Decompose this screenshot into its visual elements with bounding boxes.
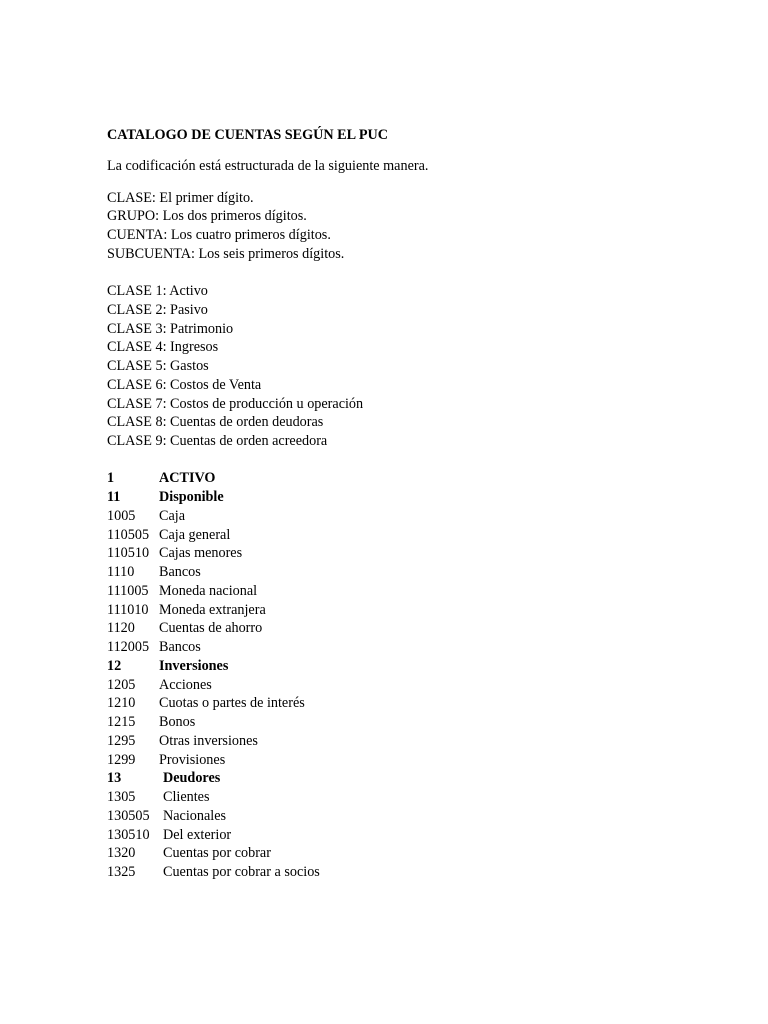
account-code: 111010 <box>107 602 149 618</box>
account-name: ACTIVO <box>159 470 216 486</box>
class-line-3: CLASE 3: Patrimonio <box>107 321 234 337</box>
structure-line-clase: CLASE: El primer dígito. <box>107 190 254 206</box>
account-name: Acciones <box>159 677 212 693</box>
account-name: Bonos <box>159 714 196 730</box>
account-row <box>107 582 257 600</box>
account-code: 1299 <box>107 752 136 768</box>
account-row <box>107 826 231 844</box>
account-row <box>107 732 258 750</box>
account-code: 110505 <box>107 527 150 543</box>
class-line-9: CLASE 9: Cuentas de orden acreedora <box>107 433 328 449</box>
account-row <box>107 807 226 825</box>
account-row <box>107 469 215 487</box>
account-row <box>107 713 195 731</box>
account-name: Moneda nacional <box>159 583 258 599</box>
account-name: Cajas menores <box>159 545 243 561</box>
account-code: 1210 <box>107 695 136 711</box>
account-name: Cuentas por cobrar <box>163 845 271 861</box>
account-row <box>107 751 225 769</box>
account-row <box>107 526 230 544</box>
account-code: 1120 <box>107 620 135 636</box>
intro-paragraph: La codificación está estructurada de la siguiente manera. <box>107 158 429 174</box>
account-code: 1 <box>107 470 115 486</box>
account-code: 11 <box>107 489 121 505</box>
account-name: Cuentas de ahorro <box>159 620 263 636</box>
account-code: 1005 <box>107 508 136 524</box>
account-row <box>107 619 262 637</box>
account-row <box>107 694 305 712</box>
account-code: 13 <box>107 770 122 786</box>
account-name: Inversiones <box>159 658 229 674</box>
account-code: 1305 <box>107 789 136 805</box>
account-row <box>107 769 220 787</box>
account-name: Del exterior <box>163 827 232 843</box>
account-name: Bancos <box>159 564 201 580</box>
account-code: 110510 <box>107 545 150 561</box>
account-code: 1110 <box>107 564 135 580</box>
account-row <box>107 676 212 694</box>
account-name: Disponible <box>159 489 224 505</box>
account-row <box>107 657 228 675</box>
account-code: 130505 <box>107 808 150 824</box>
account-row <box>107 544 242 562</box>
account-name: Caja <box>159 508 185 524</box>
account-row <box>107 844 271 862</box>
account-code: 1325 <box>107 864 136 880</box>
class-line-2: CLASE 2: Pasivo <box>107 302 208 318</box>
account-name: Clientes <box>163 789 210 805</box>
account-name: Otras inversiones <box>159 733 258 749</box>
account-code: 1295 <box>107 733 136 749</box>
account-code: 1205 <box>107 677 136 693</box>
class-line-6: CLASE 6: Costos de Venta <box>107 377 262 393</box>
account-row <box>107 563 201 581</box>
account-row <box>107 488 224 506</box>
structure-line-grupo: GRUPO: Los dos primeros dígitos. <box>107 208 307 224</box>
class-line-7: CLASE 7: Costos de producción u operación <box>107 396 364 412</box>
account-name: Bancos <box>159 639 201 655</box>
account-code: 1320 <box>107 845 136 861</box>
account-name: Cuotas o partes de interés <box>159 695 305 711</box>
account-code: 12 <box>107 658 122 674</box>
class-line-5: CLASE 5: Gastos <box>107 358 209 374</box>
account-row <box>107 507 185 525</box>
account-code: 111005 <box>107 583 149 599</box>
structure-line-cuenta: CUENTA: Los cuatro primeros dígitos. <box>107 227 331 243</box>
account-name: Nacionales <box>163 808 227 824</box>
class-line-1: CLASE 1: Activo <box>107 283 208 299</box>
structure-line-subcuenta: SUBCUENTA: Los seis primeros dígitos. <box>107 246 345 262</box>
account-name: Moneda extranjera <box>159 602 266 618</box>
account-row <box>107 638 201 656</box>
account-name: Deudores <box>163 770 221 786</box>
account-name: Cuentas por cobrar a socios <box>163 864 320 880</box>
class-line-8: CLASE 8: Cuentas de orden deudoras <box>107 414 324 430</box>
account-code: 1215 <box>107 714 136 730</box>
account-code: 130510 <box>107 827 150 843</box>
account-row <box>107 601 266 619</box>
account-name: Provisiones <box>159 752 226 768</box>
class-line-4: CLASE 4: Ingresos <box>107 339 219 355</box>
account-row <box>107 788 210 806</box>
account-row <box>107 863 320 881</box>
account-code: 112005 <box>107 639 150 655</box>
document-title: CATALOGO DE CUENTAS SEGÚN EL PUC <box>107 127 389 143</box>
account-name: Caja general <box>159 527 231 543</box>
